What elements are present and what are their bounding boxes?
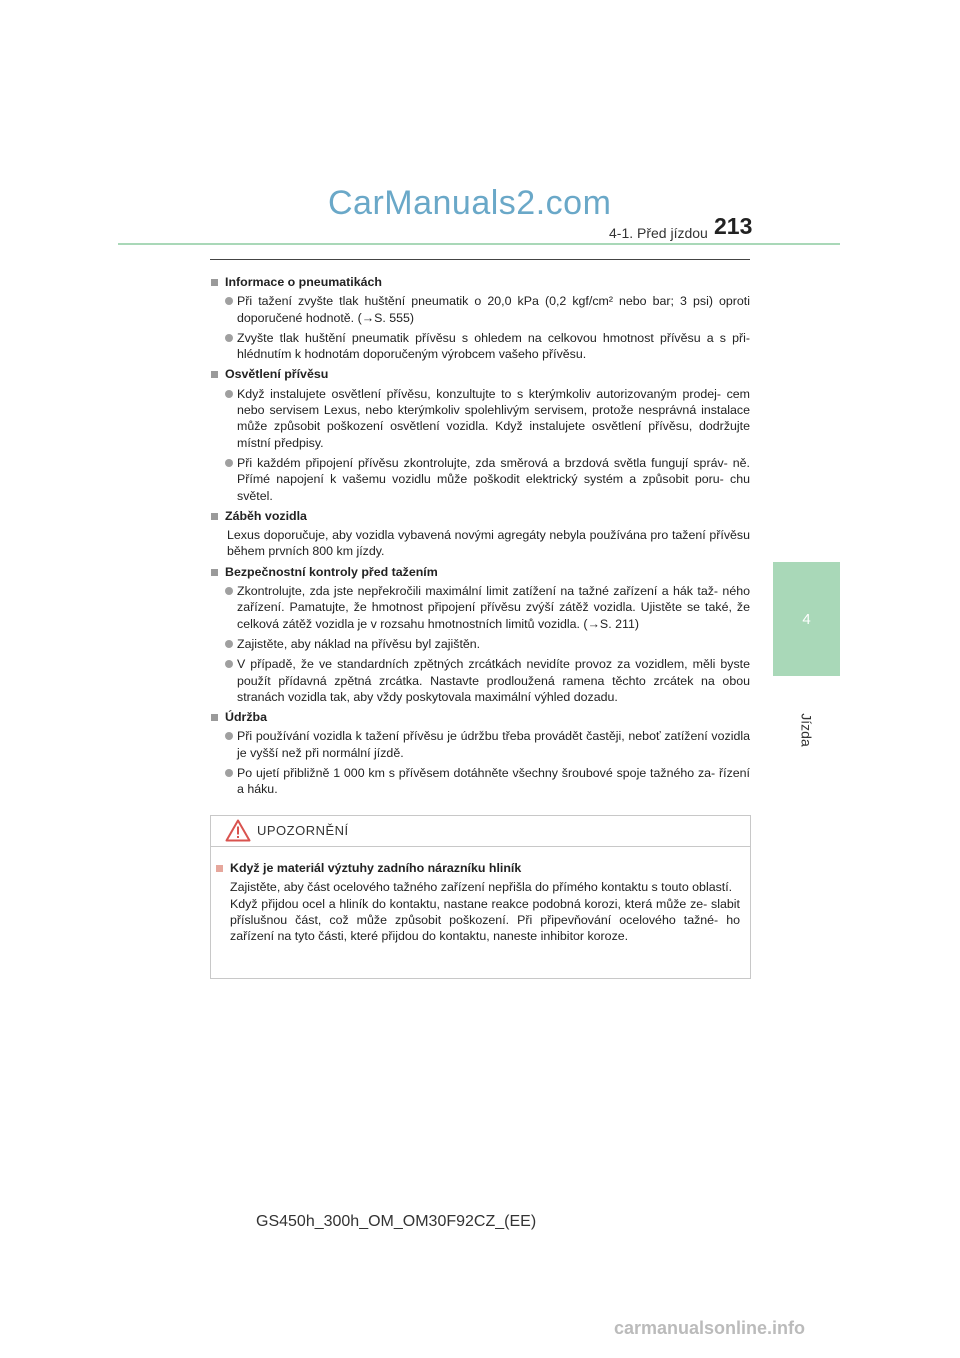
section-heading: [210, 564, 750, 580]
section-heading: [210, 366, 750, 382]
list-item: [210, 455, 750, 504]
list-item-text: Při každém připojení přívěsu zkontrolujte, zda směrová a brzdová světla fungují správ- ně. Přímé napojení k vašemu vozidlu může poškodit elektrický systém a způsobit poru- chu světel.: [237, 455, 750, 503]
section-heading: [210, 508, 750, 524]
list-item: [210, 728, 750, 761]
heading-text: Když je materiál výztuhy zadního nárazníku hliník: [230, 861, 522, 875]
warning-paragraph: Zajistěte, aby část ocelového tažného zařízení nepřišla do přímého kontaktu s touto oblastí.: [230, 880, 733, 895]
warning-heading: [215, 860, 740, 876]
list-item: [210, 386, 750, 451]
list-item: [210, 583, 750, 632]
circle-bullet-icon: [225, 587, 233, 595]
page-number: 213: [714, 213, 753, 239]
section-heading: [210, 709, 750, 725]
header-divider: [118, 243, 840, 245]
circle-bullet-icon: [225, 769, 233, 777]
square-bullet-icon: [211, 279, 218, 286]
watermark-logo: CarManuals2.com: [328, 184, 612, 222]
circle-bullet-icon: [225, 640, 233, 648]
circle-bullet-icon: [225, 459, 233, 467]
heading-text: Záběh vozidla: [225, 508, 307, 523]
section-heading: [210, 274, 750, 290]
square-bullet-icon: [216, 865, 223, 872]
list-item-text: V případě, že ve standardních zpětných zrcátkách nevidíte provoz za vozidlem, měli byste použít přídavná zpětná zrcátka. Nastavte prodloužená ramena těchto zrcátek na obou stranách vozidla tak, aby vždy poskytovala maximální výhled dozadu.: [237, 657, 750, 704]
warning-triangle-icon: [225, 819, 251, 842]
heading-text: Informace o pneumatikách: [225, 275, 382, 289]
chapter-name: Jízda: [799, 713, 815, 747]
list-item: [210, 293, 750, 326]
chapter-tab: [773, 562, 840, 676]
chapter-label: [777, 700, 837, 760]
list-item-text: Když instalujete osvětlení přívěsu, konzultujte to s kterýmkoliv autorizovaným prodej- cem nebo servisem Lexus, nebo kterýmkoliv spolehlivým servisem, protože nesprávná instalace může způsobit poškození osvětlení vozidla. Když instalujete osvětlení přívěsu, dodržujte místní předpisy.: [237, 386, 750, 450]
heading-text: Bezpečnostní kontroly před tažením: [225, 564, 438, 579]
list-item-text: Zvyšte tlak huštění pneumatik přívěsu s ohledem na celkovou hmotnost přívěsu a s při- hlédnutím k hodnotám doporučeným výrobcem vašeho přívěsu.: [237, 330, 750, 362]
warning-paragraph: Když přijdou ocel a hliník do kontaktu, nastane reakce podobná korozi, která může ze- slabit příslušnou část, což může způsobit poškození. Při připevňování ocelového tažné- ho zařízení na tyto části, které přijdou do kontaktu, naneste inhibitor koroze.: [230, 896, 740, 944]
warning-box: [210, 815, 751, 979]
list-item: [210, 636, 750, 652]
list-item: [210, 765, 750, 798]
list-item: [210, 656, 750, 705]
square-bullet-icon: [211, 569, 218, 576]
list-item-text: Zajistěte, aby náklad na přívěsu byl zajištěn.: [237, 636, 481, 651]
circle-bullet-icon: [225, 660, 233, 668]
watermark-footer: carmanualsonline.info: [614, 1318, 806, 1338]
circle-bullet-icon: [225, 390, 233, 398]
list-item-text: Zkontrolujte, zda jste nepřekročili maximální limit zatížení na tažné zařízení a hák taž- ného zařízení. Pamatujte, že hmotnost připojení přívěsu zvýší zátěž vozidla. Ujistěte se také, že celková zátěž vozidla je v rozsahu hmotnostních limitů vozidla. (→S. 211): [237, 584, 750, 631]
document-code: GS450h_300h_OM_OM30F92CZ_(EE): [256, 1213, 537, 1230]
list-item: [210, 330, 750, 363]
circle-bullet-icon: [225, 297, 233, 305]
heading-text: Osvětlení přívěsu: [225, 367, 329, 382]
list-item-text: Při používání vozidla k tažení přívěsu je údržbu třeba provádět častěji, neboť zatížení vozidla je vyšší než při normální jízdě.: [237, 729, 750, 760]
main-content: [210, 270, 750, 802]
list-item-text: Při tažení zvyšte tlak huštění pneumatik o 20,0 kPa (0,2 kgf/cm² nebo bar; 3 psi) oproti doporučené hodnotě. (→S. 555): [237, 294, 750, 325]
square-bullet-icon: [211, 371, 218, 378]
circle-bullet-icon: [225, 334, 233, 342]
paragraph: Lexus doporučuje, aby vozidla vybavená novými agregáty nebyla používána pro tažení přívěsu během prvních 800 km jízdy.: [227, 528, 750, 559]
content-divider: [210, 259, 750, 260]
warning-body: [211, 847, 750, 944]
square-bullet-icon: [211, 513, 218, 520]
section-title: 4-1. Před jízdou: [609, 225, 708, 241]
warning-label: UPOZORNĚNÍ: [257, 823, 349, 838]
heading-text: Údržba: [225, 710, 267, 725]
square-bullet-icon: [211, 714, 218, 721]
circle-bullet-icon: [225, 732, 233, 740]
warning-header: [211, 816, 750, 847]
list-item-text: Po ujetí přibližně 1 000 km s přívěsem dotáhněte všechny šroubové spoje tažného za- řízení a háku.: [237, 766, 750, 797]
chapter-number: 4: [802, 610, 811, 628]
